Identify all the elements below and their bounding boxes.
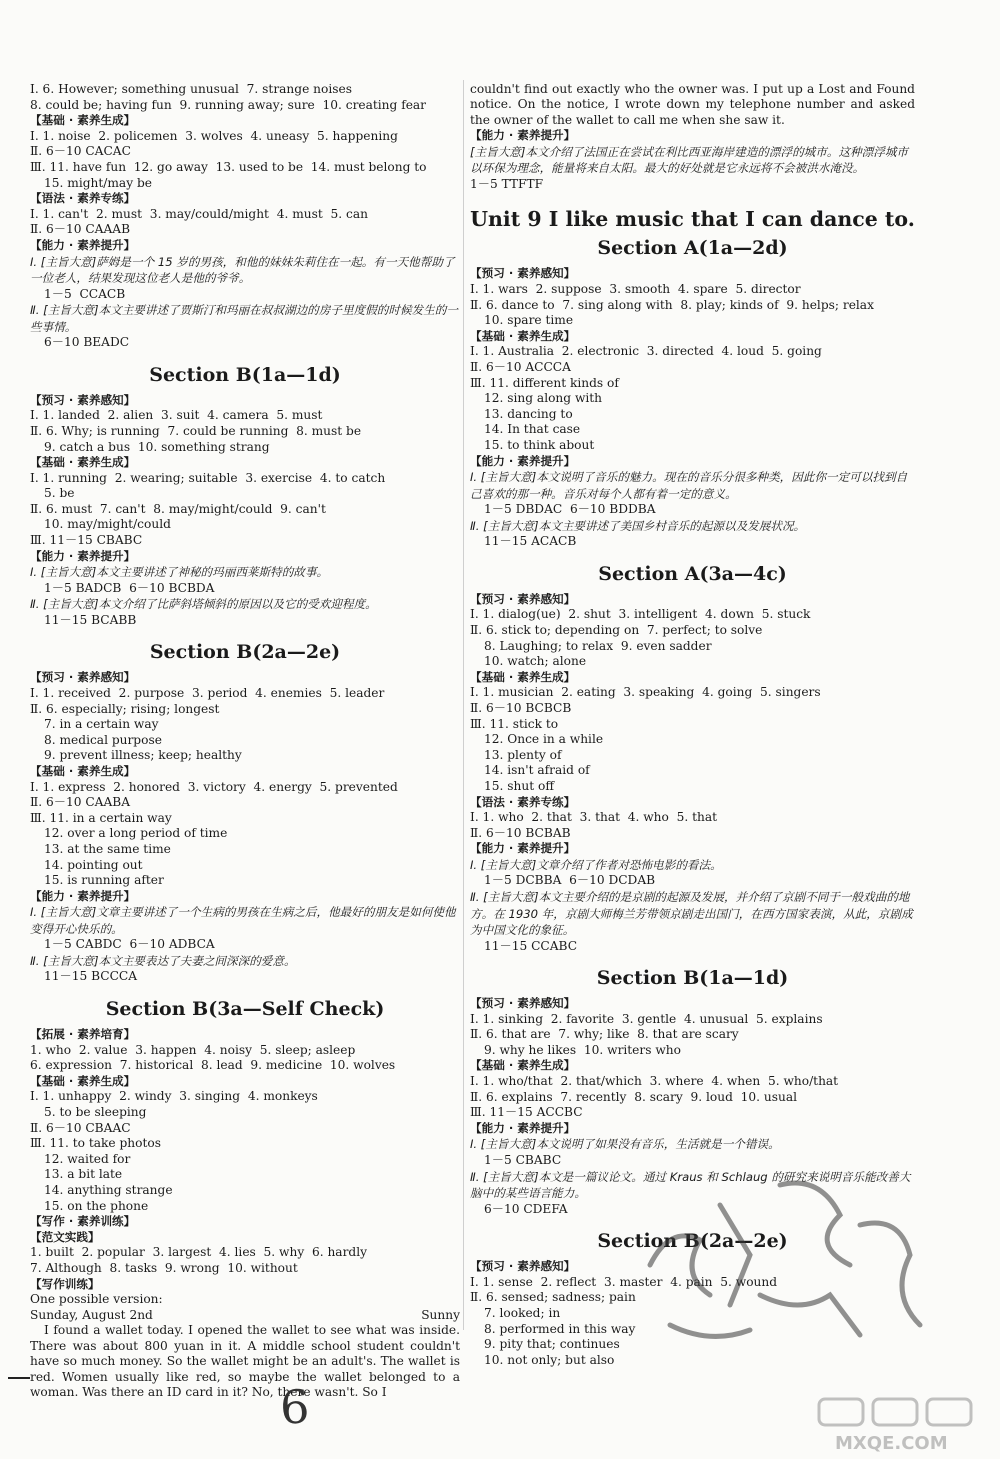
- answer-line: Ⅲ. 11. different kinds of: [470, 375, 619, 390]
- section-tag: 【范文实践】: [30, 1229, 100, 1244]
- answer-line: 15. might/may be: [44, 175, 152, 190]
- main-idea-text: Ⅰ. [主旨大意]文章介绍了作者对恐怖电影的看法。: [470, 857, 722, 872]
- main-idea-text: Ⅱ. [主旨大意]本文介绍了比萨斜塔倾斜的原因以及它的受欢迎程度。: [30, 597, 377, 612]
- section-title: Section B(2a—2e): [597, 1230, 788, 1253]
- answer-line: 13. plenty of: [484, 747, 562, 762]
- answer-line: 15. to think about: [484, 437, 595, 452]
- section-tag: 【基础 · 素养生成】: [470, 328, 576, 343]
- answer-line: Ⅱ. 6. dance to 7. sing along with 8. play; kinds of 9. helps; relax: [470, 297, 874, 312]
- answer-line: 13. at the same time: [44, 841, 171, 856]
- section-tag: 【能力 · 素养提升】: [30, 888, 136, 903]
- section-tag: 【能力 · 素养提升】: [30, 237, 136, 252]
- answer-line: 15. is running after: [44, 873, 164, 888]
- section-tag: 【基础 · 素养生成】: [30, 1073, 136, 1088]
- answer-line: 1－5 CCACB: [44, 286, 126, 301]
- answer-line: Ⅰ. 1. sinking 2. favorite 3. gentle 4. unusual 5. explains: [470, 1011, 823, 1026]
- answer-line: Ⅱ. 6. must 7. can't 8. may/might/could 9. can't: [30, 501, 326, 516]
- answer-line: Ⅰ. 1. express 2. honored 3. victory 4. energy 5. prevented: [30, 779, 398, 794]
- section-tag: 【能力 · 素养提升】: [470, 128, 576, 143]
- answer-line: 1－5 CABDC 6－10 ADBCA: [44, 937, 215, 952]
- answer-line: 10. watch; alone: [484, 654, 587, 669]
- answer-line: 9. catch a bus 10. something strang: [44, 439, 270, 454]
- right-column: [470, 82, 915, 1368]
- answer-line: Ⅲ. 11. in a certain way: [30, 810, 172, 825]
- answer-line: 14. anything strange: [44, 1182, 173, 1197]
- section-tag: 【写作 · 素养训练】: [30, 1214, 136, 1229]
- answer-line: 11－15 CCABC: [484, 938, 578, 953]
- section-tag: 【能力 · 素养提升】: [470, 453, 576, 468]
- answer-line: 12. over a long period of time: [44, 826, 228, 841]
- section-tag: 【能力 · 素养提升】: [470, 841, 576, 856]
- essay-text: I found a wallet today. I opened the wallet to see what was inside. There was about 800 yuan in it. A middle school student couldn't have so much money. So the wallet might be an adult's. The wallet is red. Women usually like red, so maybe the wallet belonged to a woman. Was there an ID card in it? No, there wasn't. So I: [30, 1323, 460, 1399]
- answer-line: 11－15 BCCCA: [44, 969, 138, 984]
- answer-line: 1－5 BADCB 6－10 BCBDA: [44, 580, 215, 595]
- section-title: Section B(1a—1d): [149, 363, 341, 386]
- page-number: 6: [278, 1379, 311, 1435]
- answer-line: Ⅱ. 6－10 CAABA: [30, 795, 131, 810]
- section-tag: 【基础 · 素养生成】: [30, 764, 136, 778]
- logo-shape: [819, 1399, 863, 1425]
- section-tag: 【能力 · 素养提升】: [470, 1120, 576, 1135]
- answer-line: 1－5 CBABC: [484, 1152, 562, 1167]
- essay-weather: Sunny: [421, 1307, 460, 1322]
- answer-line: 8. could be; having fun 9. running away; sure 10. creating fear: [30, 97, 427, 112]
- left-column: [30, 82, 460, 1400]
- answer-line: Ⅱ. 6－10 CAAAB: [30, 222, 131, 237]
- essay-continuation: couldn't find out exactly who the owner was. I put up a Lost and Found notice. On the notice, I wrote down my telephone number and asked the owner of the wallet to call me when she saw it.: [470, 82, 915, 127]
- answer-line: 15. on the phone: [44, 1198, 149, 1213]
- answer-line: 8. performed in this way: [484, 1321, 636, 1336]
- answer-line: Ⅱ. 6. explains 7. recently 8. scary 9. loud 10. usual: [470, 1089, 798, 1104]
- answer-line: 11－15 ACACB: [484, 534, 577, 549]
- answer-line: 7. looked; in: [484, 1305, 561, 1320]
- answer-line: 12. Once in a while: [484, 732, 604, 747]
- answer-line: 1－5 TTFTF: [470, 176, 544, 191]
- main-idea-text: Ⅱ. [主旨大意]本文是一篇议论文。通过 Kraus 和 Schlaug 的研究来说明音乐能改善大脑中的某些语言能力。: [470, 1169, 911, 1201]
- answer-line: 5. to be sleeping: [44, 1105, 147, 1119]
- main-idea-text: Ⅰ. [主旨大意]本文说明了如果没有音乐，生活就是一个错误。: [470, 1137, 780, 1152]
- main-idea-text: [主旨大意]本文介绍了法国正在尝试在利比西亚海岸建造的漂浮的城市。这种漂浮城市以环保为理念，能量将来自太阳。最大的好处就是它永远将不会被洪水淹没。: [470, 144, 909, 176]
- answer-line: 7. Although 8. tasks 9. wrong 10. without: [30, 1260, 298, 1275]
- answer-line: Ⅰ. 1. who 2. that 3. that 4. who 5. that: [470, 810, 718, 825]
- answer-line: 14. isn't afraid of: [484, 763, 590, 778]
- section-tag: 【预习 · 素养感知】: [470, 591, 576, 606]
- logo-shape: [873, 1399, 917, 1425]
- logo-shape: [927, 1399, 971, 1425]
- essay-date: Sunday, August 2nd: [30, 1307, 153, 1322]
- section-title: Section A(1a—2d): [597, 237, 788, 260]
- main-idea-text: Ⅱ. [主旨大意]本文主要介绍的是京剧的起源及发展，并介绍了京剧不同于一般戏曲的地方。在 1930 年，京剧大师梅兰芳带领京剧走出国门，在西方国家表演，从此，京剧成为中国文化的象征。: [470, 890, 913, 937]
- answer-line: 13. dancing to: [484, 406, 573, 421]
- answer-line: Ⅰ. 1. musician 2. eating 3. speaking 4. going 5. singers: [470, 685, 821, 700]
- answer-line: 10. spare time: [484, 313, 574, 328]
- answer-line: Ⅰ. 6. However; something unusual 7. strange noises: [30, 82, 352, 96]
- section-title: Section B(3a—Self Check): [105, 998, 385, 1021]
- answer-line: 10. not only; but also: [484, 1352, 615, 1367]
- essay-intro: One possible version:: [30, 1292, 163, 1307]
- answer-line: 8. Laughing; to relax 9. even sadder: [484, 638, 712, 653]
- section-tag: 【基础 · 素养生成】: [470, 669, 576, 684]
- section-tag: 【预习 · 素养感知】: [470, 266, 576, 281]
- answer-line: 6－10 BEADC: [44, 335, 130, 350]
- answer-line: 1－5 DBDAC 6－10 BDDBA: [484, 502, 656, 517]
- answer-line: 9. prevent illness; keep; healthy: [44, 748, 242, 763]
- answer-line: Ⅰ. 1. Australia 2. electronic 3. directed 4. loud 5. going: [470, 344, 822, 359]
- section-tag: 【预习 · 素养感知】: [470, 996, 576, 1011]
- answer-line: 15. shut off: [484, 778, 554, 793]
- answer-line: 1－5 DCBBA 6－10 DCDAB: [484, 873, 656, 888]
- answer-line: 13. a bit late: [44, 1167, 123, 1182]
- section-tag: 【能力 · 素养提升】: [30, 548, 136, 563]
- main-idea-text: Ⅰ. [主旨大意]文章主要讲述了一个生病的男孩在生病之后，他最好的朋友是如何使他变得开心快乐的。: [30, 905, 456, 936]
- section-tag: 【预习 · 素养感知】: [30, 670, 136, 685]
- section-tag: 【基础 · 素养生成】: [30, 455, 136, 470]
- answer-line: 8. medical purpose: [44, 732, 162, 747]
- section-tag: 【预习 · 素养感知】: [30, 392, 136, 407]
- answer-line: Ⅲ. 11. to take photos: [30, 1136, 161, 1151]
- answer-line: Ⅰ. 1. landed 2. alien 3. suit 4. camera 5. must: [30, 408, 323, 423]
- section-title: Section B(1a—1d): [596, 967, 789, 990]
- logo-url-text: MXQE.COM: [835, 1433, 948, 1454]
- main-idea-text: Ⅰ. [主旨大意]本文说明了音乐的魅力。现在的音乐分很多种类，因此你一定可以找到自己喜欢的那一种。音乐对每个人都有着一定的意义。: [470, 470, 908, 501]
- essay-dateline: [30, 1308, 460, 1324]
- answer-line: Ⅰ. 1. dialog(ue) 2. shut 3. intelligent 4. down 5. stuck: [470, 607, 811, 622]
- answer-line: 14. In that case: [484, 422, 581, 437]
- answer-line: 6. expression 7. historical 8. lead 9. medicine 10. wolves: [30, 1058, 396, 1073]
- answer-line: Ⅰ. 1. noise 2. policemen 3. wolves 4. uneasy 5. happening: [30, 128, 398, 143]
- answer-line: Ⅰ. 1. sense 2. reflect 3. master 4. pain 5. wound: [470, 1274, 778, 1289]
- answer-line: Ⅲ. 11. stick to: [470, 716, 559, 731]
- answer-line: 1. who 2. value 3. happen 4. noisy 5. sleep; asleep: [30, 1042, 356, 1057]
- answer-line: Ⅱ. 6－10 CBAAC: [30, 1120, 131, 1135]
- answer-line: Ⅰ. 1. received 2. purpose 3. period 4. enemies 5. leader: [30, 686, 385, 701]
- answer-line: 12. waited for: [44, 1151, 131, 1166]
- answer-line: 14. pointing out: [44, 857, 143, 872]
- logo-mark: [819, 1399, 971, 1454]
- main-idea-text: Ⅰ. [主旨大意]本文主要讲述了神秘的玛丽西莱斯特的故事。: [30, 565, 329, 580]
- main-idea-text: Ⅱ. [主旨大意]本文主要讲述了贾斯汀和玛丽在叔叔湖边的房子里度假的时候发生的一些事情。: [30, 303, 458, 334]
- answer-line: 12. sing along with: [484, 391, 603, 406]
- answer-line: Ⅲ. 11. have fun 12. go away 13. used to be 14. must belong to: [30, 159, 427, 174]
- section-tag: 【语法 · 素养专练】: [30, 191, 136, 206]
- answer-line: Ⅰ. 1. wars 2. suppose 3. smooth 4. spare 5. director: [470, 282, 801, 296]
- answer-line: Ⅱ. 6－10 CACAC: [30, 144, 131, 159]
- answer-line: 11－15 BCABB: [44, 612, 137, 627]
- margin-mark: [8, 1377, 30, 1379]
- answer-line: Ⅱ. 6－10 ACCCA: [470, 359, 571, 374]
- main-idea-text: Ⅰ. [主旨大意]萨姆是一个 15 岁的男孩，和他的妹妹朱莉住在一起。有一天他帮助了一位老人，结果发现这位老人是他的爷爷。: [30, 254, 455, 286]
- section-title: Section A(3a—4c): [598, 562, 787, 585]
- answer-line: Ⅰ. 1. who/that 2. that/which 3. where 4. when 5. who/that: [470, 1074, 839, 1089]
- column-divider: [463, 80, 464, 1330]
- answer-line: Ⅱ. 6. stick to; depending on 7. perfect; to solve: [470, 623, 763, 637]
- section-tag: 【拓展 · 素养培育】: [30, 1027, 136, 1042]
- answer-line: Ⅱ. 6. especially; rising; longest: [30, 701, 220, 716]
- answer-line: Ⅱ. 6. sensed; sadness; pain: [470, 1290, 636, 1305]
- answer-line: Ⅰ. 1. unhappy 2. windy 3. singing 4. monkeys: [30, 1089, 318, 1104]
- section-title: Section B(2a—2e): [149, 641, 341, 664]
- section-tag: 【写作训练】: [30, 1276, 100, 1291]
- answer-line: Ⅲ. 11－15 CBABC: [30, 533, 143, 548]
- answer-line: Ⅱ. 6－10 BCBCB: [470, 700, 572, 715]
- main-idea-text: Ⅱ. [主旨大意]本文主要表达了夫妻之间深深的爱意。: [30, 953, 296, 968]
- section-tag: 【基础 · 素养生成】: [470, 1058, 576, 1073]
- answer-line: Ⅲ. 11－15 ACCBC: [470, 1105, 583, 1120]
- answer-line: 10. may/might/could: [44, 517, 171, 532]
- section-tag: 【基础 · 素养生成】: [30, 113, 136, 128]
- answer-line: 5. be: [44, 486, 75, 501]
- answer-line: Ⅰ. 1. running 2. wearing; suitable 3. exercise 4. to catch: [30, 470, 386, 485]
- answer-line: Ⅱ. 6－10 BCBAB: [470, 825, 571, 840]
- section-tag: 【语法 · 素养专练】: [470, 794, 576, 809]
- site-logo: [815, 1395, 995, 1455]
- answer-line: 6－10 CDEFA: [484, 1201, 568, 1216]
- answer-line: Ⅱ. 6. Why; is running 7. could be running 8. must be: [30, 423, 362, 438]
- section-tag: 【预习 · 素养感知】: [470, 1259, 576, 1274]
- answer-line: 7. in a certain way: [44, 717, 159, 732]
- main-idea-text: Ⅱ. [主旨大意]本文主要讲述了美国乡村音乐的起源以及发展状况。: [470, 518, 806, 533]
- answer-line: 9. pity that; continues: [484, 1337, 620, 1352]
- unit-title: Unit 9 I like music that I can dance to.: [470, 207, 915, 232]
- answer-line: 9. why he likes 10. writers who: [484, 1042, 681, 1057]
- answer-line: Ⅰ. 1. can't 2. must 3. may/could/might 4. must 5. can: [30, 206, 368, 221]
- answer-line: 1. built 2. popular 3. largest 4. lies 5. why 6. hardly: [30, 1245, 367, 1260]
- answer-line: Ⅱ. 6. that are 7. why; like 8. that are scary: [470, 1027, 739, 1042]
